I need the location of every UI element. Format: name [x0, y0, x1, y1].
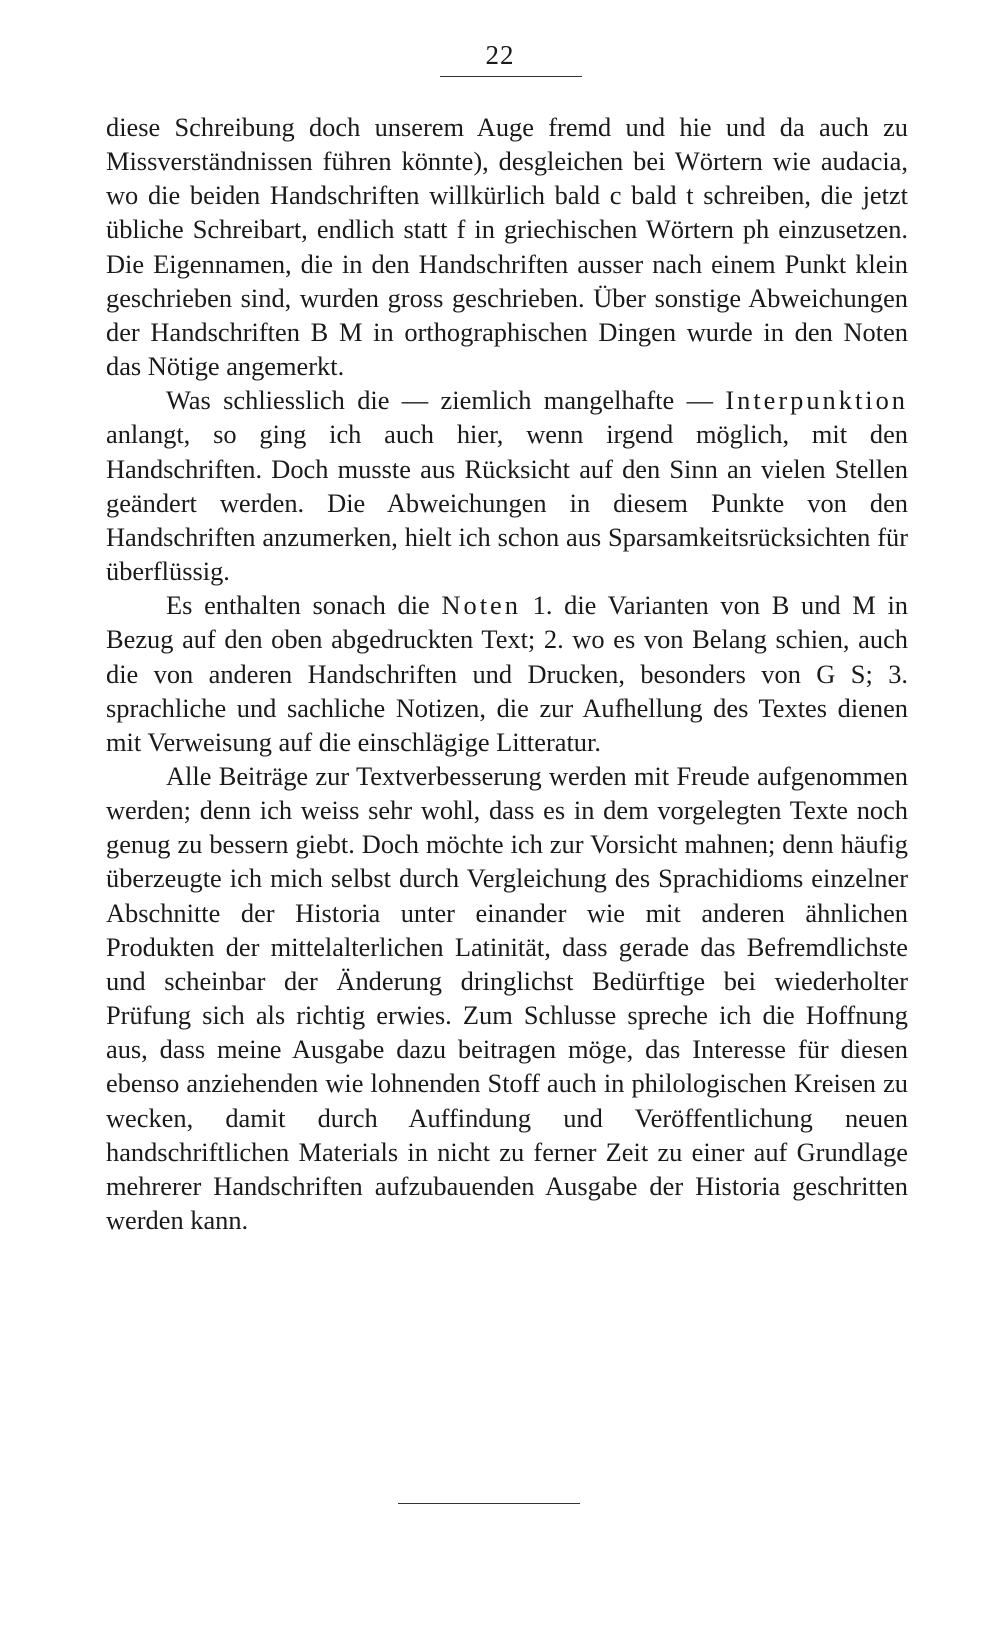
paragraph-2-text-a: Was schliesslich die — ziemlich mangelhafte — [166, 385, 726, 416]
body-text [106, 110, 908, 1237]
paragraph-3 [106, 588, 908, 759]
footer-rule [398, 1503, 580, 1504]
page-number: 22 [485, 40, 515, 70]
paragraph-4 [106, 759, 908, 1237]
paragraph-2 [106, 383, 908, 588]
paragraph-3-emphasis: Noten [441, 590, 521, 621]
paragraph-4-text: Alle Beiträge zur Textverbesserung werden mit Freude aufgenommen werden; denn ich weiss sehr wohl, dass es in dem vorgelegten Texte noch genug zu bessern giebt. Doch möchte ich zur Vorsicht mahnen; denn häufig überzeugte ich mich selbst durch Vergleichung des Sprachidioms einzelner Abschnitte der Historia unter einander wie mit anderen ähnlichen Produkten der mittelalterlichen Latinität, dass gerade das Befremdlichste und scheinbar der Änderung dringlichst Bedürftige bei wiederholter Prüfung sich als richtig erwies. Zum Schlusse spreche ich die Hoffnung aus, dass meine Ausgabe dazu beitragen möge, das Interesse für diesen ebenso anziehenden wie lohnenden Stoff auch in philologischen Kreisen zu wecken, damit durch Auffindung und Veröffentlichung neuen handschriftlichen Materials in nicht zu ferner Zeit zu einer auf Grundlage mehrerer Handschriften aufzubauenden Ausgabe der Historia geschritten werden kann. [106, 760, 908, 1235]
paragraph-2-emphasis: Interpunktion [725, 385, 908, 416]
paragraph-1-text: diese Schreibung doch unserem Auge fremd und hie und da auch zu Missverständnissen führen könnte), desgleichen bei Wörtern wie audacia, wo die beiden Handschriften willkürlich bald c bald t schreiben, die jetzt übliche Schreibart, endlich statt f in griechischen Wörtern ph einzusetzen. Die Eigennamen, die in den Handschriften ausser nach einem Punkt klein geschrieben sind, wurden gross geschrieben. Über sonstige Abweichungen der Handschriften B M in orthographischen Dingen wurde in den Noten das Nötige angemerkt. [106, 112, 908, 382]
header-rule [440, 76, 582, 77]
paragraph-3-text-b: 1. die Varianten von B und M in Bezug auf den oben abgedruckten Text; 2. wo es von Belang schien, auch die von anderen Handschriften und Drucken, besonders von G S; 3. sprachliche und sachliche Notizen, die zur Aufhellung des Textes dienen mit Verweisung auf die einschlägige Litteratur. [106, 590, 908, 757]
paragraph-1 [106, 110, 908, 383]
paragraph-3-text-a: Es enthalten sonach die [166, 590, 442, 621]
paragraph-2-text-b: anlangt, so ging ich auch hier, wenn irgend möglich, mit den Handschriften. Doch musste aus Rücksicht auf den Sinn an vielen Stellen geändert werden. Die Abweichungen in diesem Punkte von den Handschriften anzumerken, hielt ich schon aus Sparsamkeitsrücksichten für überflüssig. [106, 419, 908, 587]
